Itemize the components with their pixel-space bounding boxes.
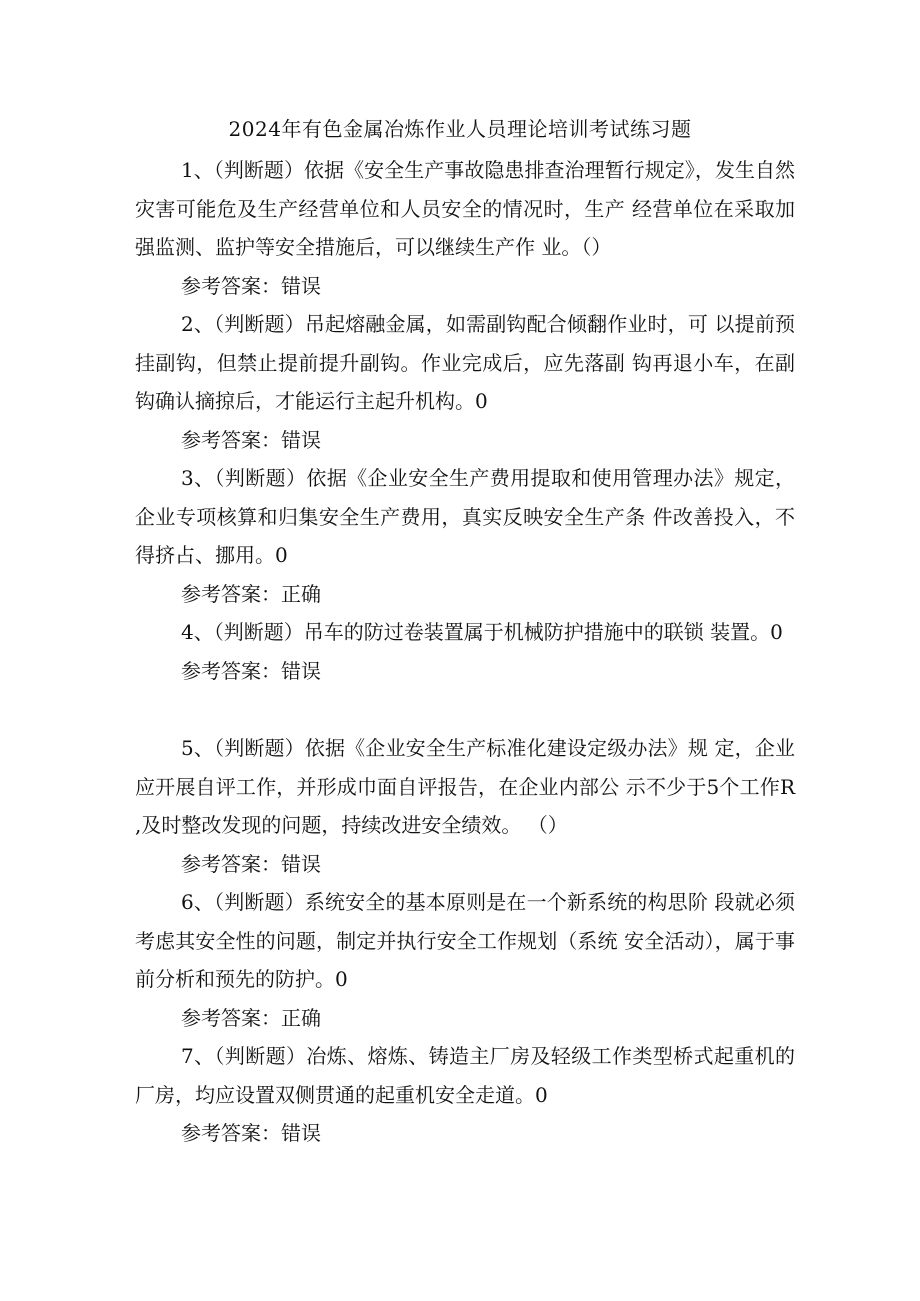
question-block-3: [135, 459, 795, 613]
question-text: 1、（判断题）依据《安全生产事故隐患排查治理暂行规定》，发生自然灾害可能危及生产经营单位和人员安全的情况时，生产 经营单位在采取加强监测、监护等安全措施后，可以继续生产作 业。（）: [135, 158, 795, 259]
question-block-1: [135, 151, 795, 305]
question-text: 4、（判断题）吊车的防过卷装置属于机械防护措施中的联锁 装置。0: [181, 620, 783, 644]
answer-text: 参考答案：正确: [181, 581, 321, 606]
question-block-2: [135, 305, 795, 459]
answer-text: 参考答案：错误: [181, 658, 321, 683]
question-text: 6、（判断题）系统安全的基本原则是在一个新系统的构思阶 段就必须考虑其安全性的问题，制定并执行安全工作规划（系统 安全活动），属于事前分析和预先的防护。0: [135, 890, 795, 991]
question-block-6: [135, 883, 795, 1037]
question-block-7: [135, 1037, 795, 1153]
question-text: 2、（判断题）吊起熔融金属，如需副钩配合倾翻作业时，可 以提前预挂副钩，但禁止提前提升副钩。作业完成后，应先落副 钩再退小车，在副钩确认摘掠后，才能运行主起升机构。0: [135, 312, 795, 413]
question-text: 3、（判断题）依据《企业安全生产费用提取和使用管理办法》规定，企业专项核算和归集安全生产费用，真实反映安全生产条 件改善投入，不得挤占、挪用。0: [135, 466, 795, 567]
question-text: 7、（判断题）冶炼、熔炼、铸造主厂房及轻级工作类型桥式起重机的厂房，均应设置双侧贯通的起重机安全走道。0: [135, 1044, 795, 1107]
answer-text: 参考答案：正确: [181, 1005, 321, 1030]
question-block-5: [135, 729, 795, 883]
answer-text: 参考答案：错误: [181, 273, 321, 298]
answer-text: 参考答案：错误: [181, 427, 321, 452]
question-text: 5、（判断题）依据《企业安全生产标准化建设定级办法》规 定，企业应开展自评工作，并形成巾面自评报告，在企业内部公 示不少于5个工作R ,及时整改发现的问题，持续改进安全绩效。 （）: [135, 736, 795, 837]
answer-text: 参考答案：错误: [181, 851, 321, 876]
question-block-4: [135, 613, 795, 690]
answer-text: 参考答案：错误: [181, 1121, 321, 1145]
document-title: 2024年有色金属冶炼作业人员理论培训考试练习题: [228, 117, 692, 141]
